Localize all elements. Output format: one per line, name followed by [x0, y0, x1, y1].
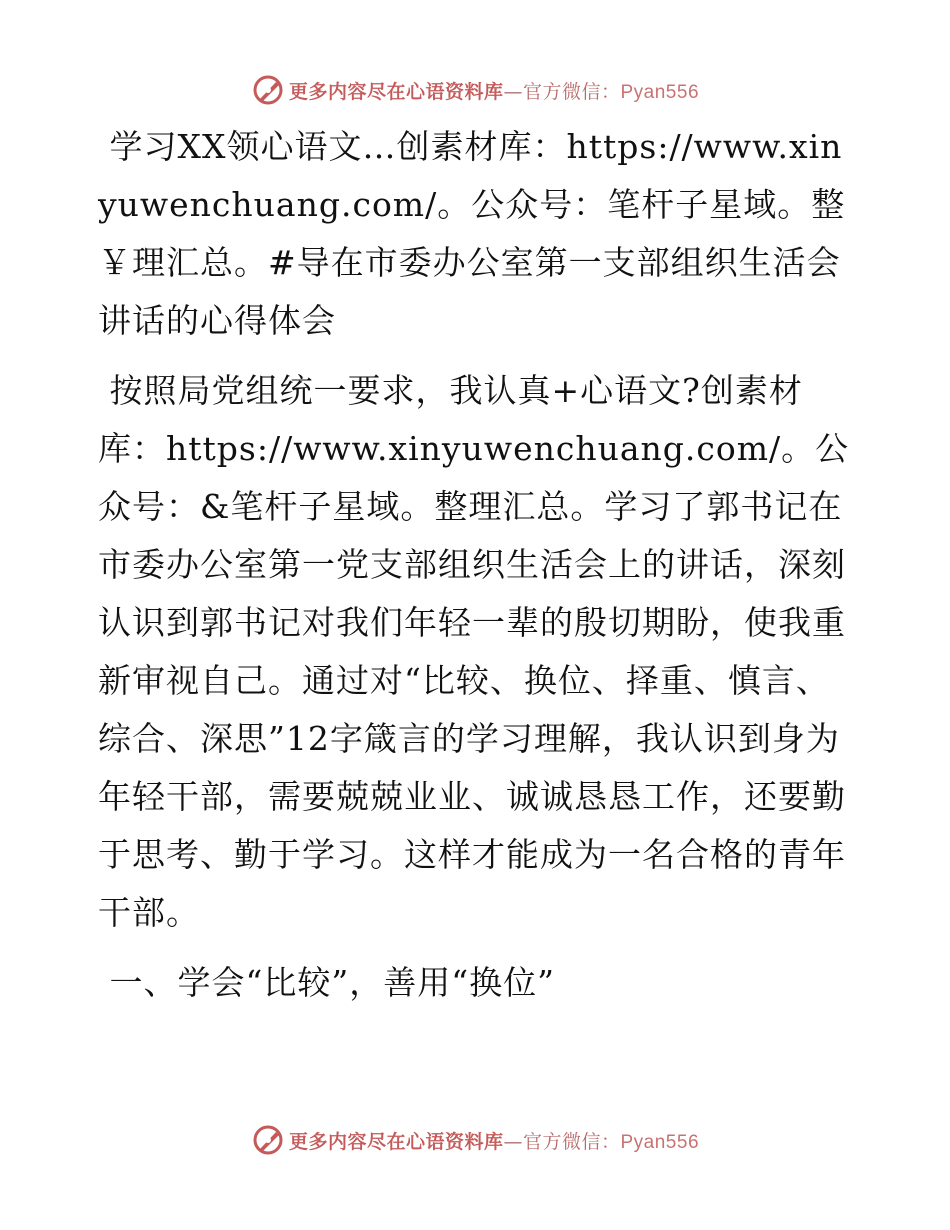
paragraph-title: 学习XX领心语文…创素材库：https://www.xinyuwenchuang.com/。公众号：笔杆子星域。整￥理汇总。#导在市委办公室第一支部组织生活会讲话的心得体会	[98, 127, 846, 340]
paragraph-body: 按照局党组统一要求，我认真+心语文?创素材库：https://www.xinyuwenchuang.com/。公众号：&笔杆子星域。整理汇总。学习了郭书记在市委办公室第一党支部组织生活会上的讲话，深刻认识到郭书记对我们年轻一辈的殷切期盼，使我重新审视自己。通过对“比较、换位、择重、慎言、综合、深思”12字箴言的学习理解，我认识到身为年轻干部，需要兢兢业业、诚诚恳恳工作，还要勤于思考、勤于学习。这样才能成为一名合格的青年干部。	[98, 371, 850, 932]
banner-site-name: 更多内容尽在心语资料库	[288, 1130, 504, 1153]
banner-dash: —	[503, 80, 523, 103]
pen-circle-logo-icon	[251, 73, 285, 107]
footer-banner	[0, 1120, 950, 1160]
banner-site-name: 更多内容尽在心语资料库	[288, 80, 504, 103]
banner-dash: —	[503, 1130, 523, 1153]
document-body	[98, 118, 858, 1024]
section-heading: 一、学会“比较”，善用“换位”	[98, 963, 555, 1002]
pen-circle-logo-icon	[251, 1123, 285, 1157]
banner-wechat-label: 官方微信：	[522, 1130, 621, 1153]
banner-text	[289, 77, 699, 104]
banner-wechat-label: 官方微信：	[522, 80, 621, 103]
banner-text	[289, 1127, 699, 1154]
banner-wechat-id: Pyan556	[620, 1131, 700, 1153]
header-banner	[0, 70, 950, 110]
banner-wechat-id: Pyan556	[620, 81, 700, 103]
